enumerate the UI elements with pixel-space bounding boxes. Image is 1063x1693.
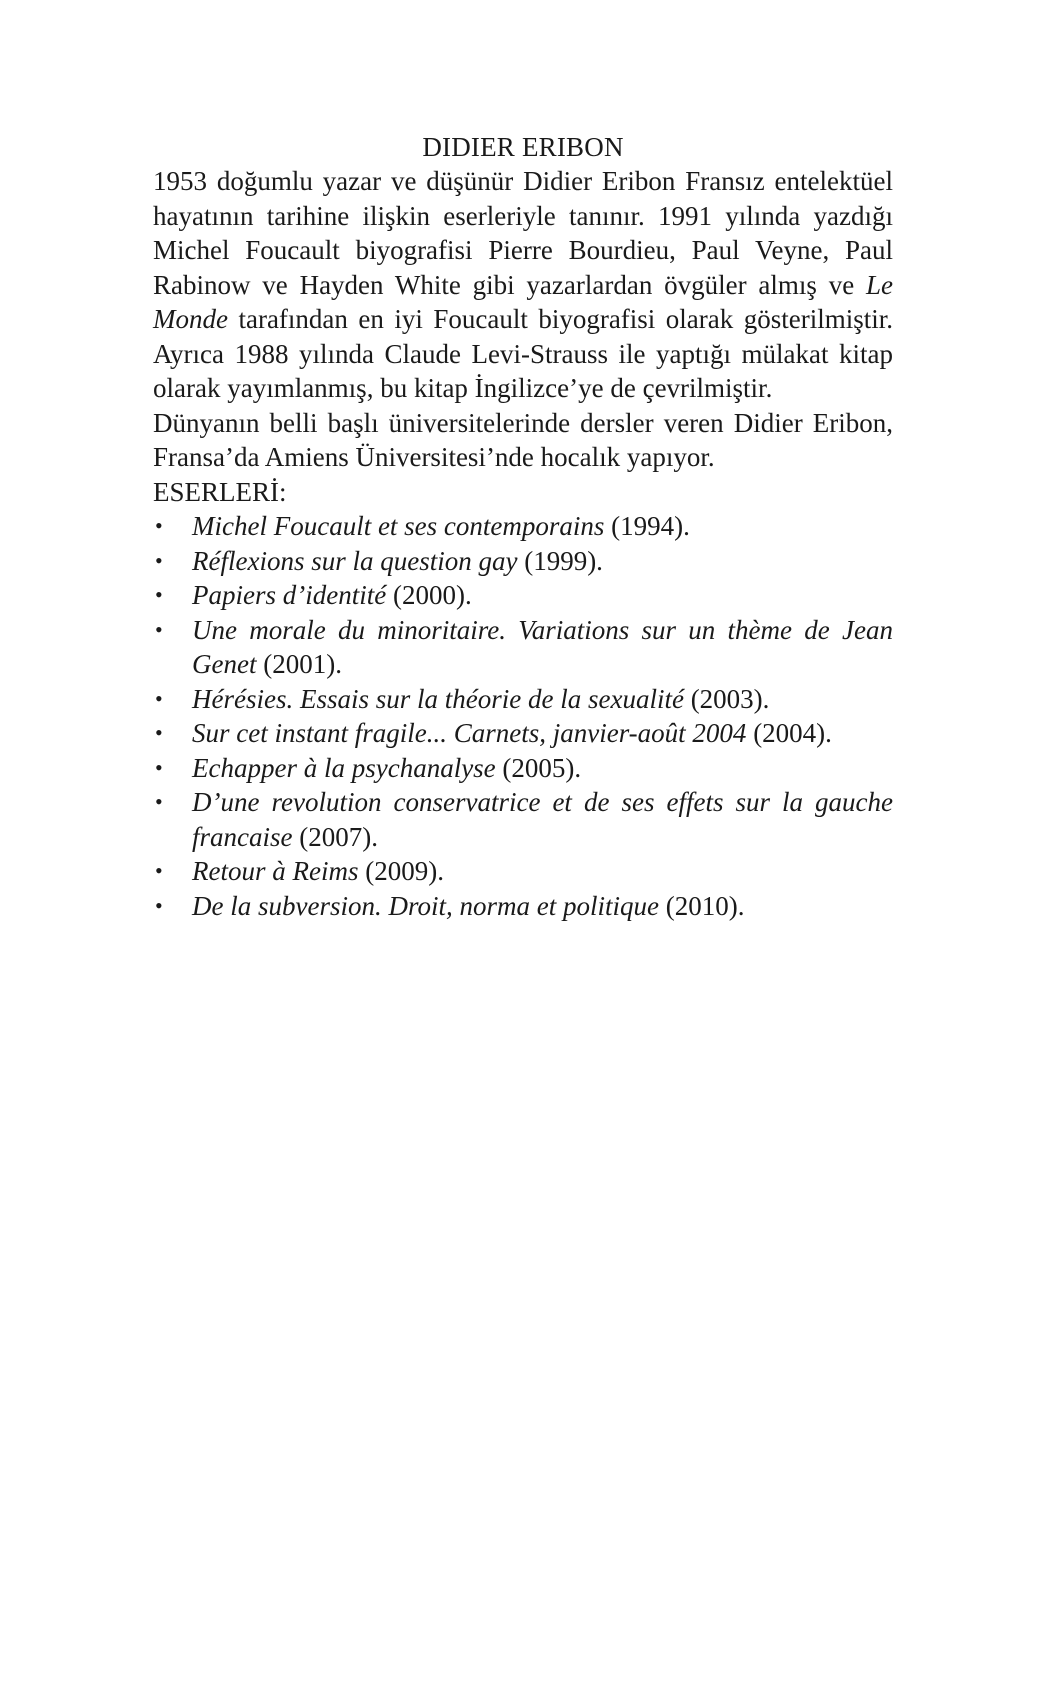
works-item [153, 785, 893, 854]
bullet-icon: • [155, 789, 163, 814]
work-year: (2004). [746, 718, 832, 748]
work-title: Papiers d’identité [192, 580, 387, 610]
works-item [153, 682, 893, 717]
work-title: Sur cet instant fragile... Carnets, janvier-août 2004 [192, 718, 747, 748]
bullet-icon: • [155, 513, 163, 538]
works-item [153, 854, 893, 889]
bullet-icon: • [155, 547, 163, 573]
work-year: (2005). [495, 752, 582, 783]
bullet-icon: • [155, 754, 163, 780]
works-heading: ESERLERİ: [153, 476, 287, 507]
work-year: (1994). [604, 511, 690, 541]
works-item [153, 889, 893, 924]
bullet-icon: • [155, 892, 163, 918]
bullet-icon: • [155, 616, 163, 642]
works-item [153, 509, 893, 544]
page-title: DIDIER ERIBON [422, 132, 624, 162]
work-year: (2010). [658, 890, 745, 921]
work-title: Retour à Reims [192, 856, 359, 886]
work-title: Hérésies. Essais sur la théorie de la sexualité [192, 683, 684, 714]
bullet-icon: • [155, 720, 163, 745]
bio-text-1a: 1953 doğumlu yazar ve düşünür Didier Eribon Fransız entelektüel hayatının tarihine ilişkin eserleriyle tanınır. 1991 yılında yazdığı Michel Foucault biyografisi Pierre Bourdieu, Paul Veyne, Paul Rabinow ve Hayden White gibi yazarlardan övgüler almış ve [153, 166, 893, 300]
work-year: (2001). [256, 649, 342, 679]
work-title: Réflexions sur la question gay [192, 545, 518, 576]
bullet-icon: • [155, 858, 163, 883]
work-title: Echapper à la psychanalyse [192, 752, 496, 783]
work-year: (1999). [517, 545, 603, 576]
work-title: De la subversion. Droit, norma et politique [192, 890, 659, 921]
bio-paragraph-2: Dünyanın belli başlı üniversitelerinde dersler veren Didier Eribon, Fransa’da Amiens Üniversitesi’nde hocalık yapıyor. [153, 407, 893, 472]
work-year: (2000). [386, 580, 472, 610]
bullet-icon: • [155, 582, 163, 607]
bio-text-1b: tarafından en iyi Foucault biyografisi olarak gösterilmiştir. Ayrıca 1988 yılında Claude Levi-Strauss ile yaptığı mülakat kitap olarak yayımlanmış, bu kitap İngilizce’ye de çevrilmiştir. [153, 304, 893, 403]
work-title: Michel Foucault et ses contemporains [192, 511, 605, 541]
works-list [153, 509, 893, 923]
bio-paragraph-1 [153, 164, 893, 406]
work-title: Une morale du minoritaire. Variations sur un thème de Jean Genet [192, 614, 893, 679]
works-item [153, 613, 893, 682]
works-item [153, 544, 893, 579]
work-year: (2009). [358, 856, 444, 886]
work-year: (2007). [292, 821, 378, 852]
works-item [153, 751, 893, 786]
works-item [153, 578, 893, 613]
work-year: (2003). [683, 683, 770, 714]
work-title: D’une revolution conservatrice et de ses effets sur la gauche francaise [192, 787, 893, 852]
bullet-icon: • [155, 685, 163, 711]
book-page [153, 130, 893, 923]
newspaper-name: Le Monde [153, 269, 893, 334]
works-item [153, 716, 893, 751]
